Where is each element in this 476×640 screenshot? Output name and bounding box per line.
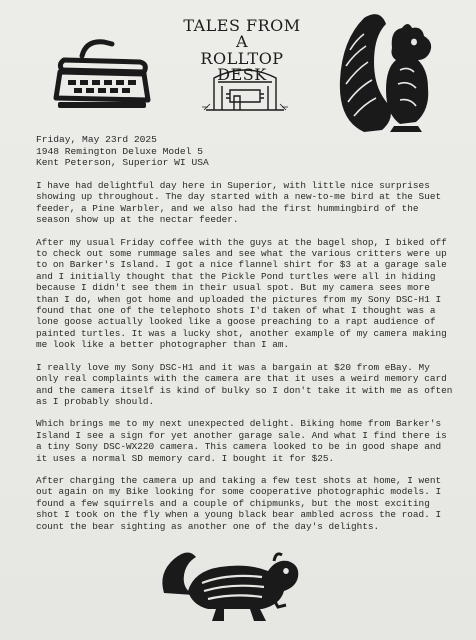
paragraph: I really love my Sony DSC-H1 and it was a bargain at $20 from eBay. My only real complaints with the camera are that it uses a weird memory card and the camera itself is kind of bulky so I don't take it with me as often as I probably should.: [36, 361, 453, 407]
paragraph: Which brings me to my next unexpected delight. Biking home from Barker's Island I see a sign for yet another garage sale. And what I find there is a tiny Sony DSC-WX220 camera. This camera looked to be in good shape and it uses a normal SD memory card. I bought it for $25.: [36, 418, 447, 464]
squirrel-icon: [334, 10, 442, 136]
typewriter-icon: [52, 30, 152, 116]
rolltop-desk-illustration: [200, 60, 290, 112]
paragraph: After my usual Friday coffee with the guys at the bagel shop, I biked off to check out some rummage sales and see what the various critters were up to on Barker's Island. I got a nice flannel shirt for $3 at a garage sale and I initially thought that the Pickle Pond turtles were all in hiding because I didn't see them in their usual spot. But my camera sees more than I do, when got home and uploaded the pictures from my Sony DSC-H1 I found that one of the telephoto shots I'd taken of what I thought was a lone goose actually looked like a goose preaching to a rapt audience of painted turtles. It was a lucky shot, another example of my camera making me look like a better photographer than I am.: [36, 236, 447, 351]
letter-date: Friday, May 23rd 2025: [36, 134, 157, 145]
typewriter-model: 1948 Remington Deluxe Model 5: [36, 145, 203, 157]
masthead-line-1: TALES FROM A: [183, 16, 301, 51]
masthead-line-2: ROLLTOP DESK: [200, 49, 284, 84]
author-line: Kent Peterson, Superior WI USA: [36, 157, 209, 168]
chipmunk-icon: [158, 533, 304, 625]
paragraph: I have had delightful day here in Superior, with little nice surprises showing up throughout. The day started with a new-to-me bird at the Suet feeder, a Pine Warbler, and we also had the first hummingbird of the season show up at the nectar feeder.: [36, 180, 442, 226]
paragraph: After charging the camera up and taking a few test shots at home, I went out again on my Bike looking for some cooperative photographic models. I found a few squirrels and a couple of chipmunks, but the most exciting shot I took on the fly when a young black bear ambled across the road. I count the bear sighting as another one of the day's delights.: [36, 474, 442, 532]
letter-header: [36, 134, 209, 169]
letter-body: [36, 180, 454, 543]
